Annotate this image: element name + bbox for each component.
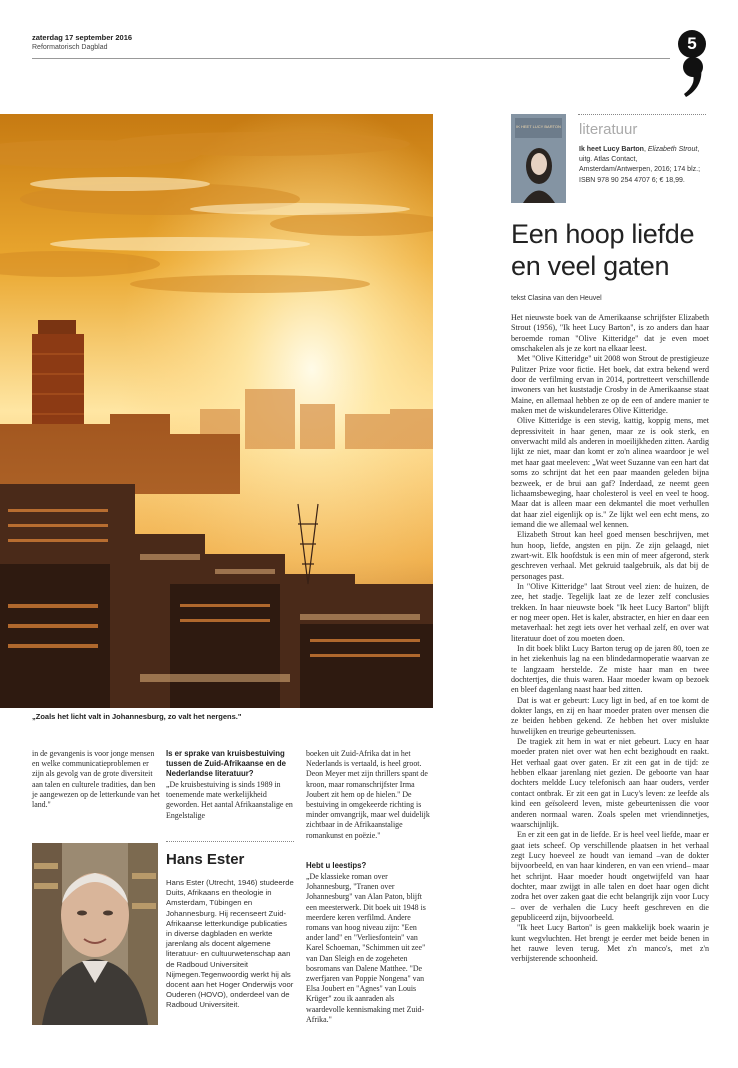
sidebar-dotted-rule xyxy=(578,114,706,115)
book-details: uitg. Atlas Contact, Amsterdam/Antwerpen, 2016; 174 blz.; ISBN 978 90 254 4707 6; € 18,99. xyxy=(579,156,701,184)
article-paragraph: In dit boek blikt Lucy Barton terug op de jaren 80, toen ze in het ziekenhuis lag na een blindedarmoperatie waarvan ze te langzaam herstelde. Ze miste haar man en twee dochtertjes, die thuis waren. Haar moeder kwam op bezoek en bleef dagenlang naast haar bed zitten. xyxy=(511,644,709,695)
book-author: Elizabeth Strout xyxy=(647,146,698,153)
interview-answer-1: „De kruisbestuiving is sinds 1989 in toenemende mate werkelijkheid geworden. Het aantal Afrikaanstalige en Engelstalige xyxy=(166,780,293,820)
book-title: Ik heet Lucy Barton xyxy=(579,146,644,153)
section-label: literatuur xyxy=(579,121,638,138)
cover-title-text: IK HEET LUCY BARTON xyxy=(516,124,561,129)
article-paragraph: Dat is wat er gebeurt: Lucy ligt in bed, af en toe komt de dokter langs, en zij en haar moeder praten over mensen die ze beiden hebben gekend. Ze hebben het over mislukte huwelijken en treurige gebeurtenissen. xyxy=(511,695,709,736)
publication-date: zaterdag 17 september 2016 xyxy=(32,33,133,42)
article-headline: Een hoop liefde en veel gaten xyxy=(511,219,695,281)
page-number: 5 xyxy=(678,30,706,58)
article-byline: tekst Clasina van den Heuvel xyxy=(511,295,602,302)
article-paragraph: In "Olive Kitteridge" laat Strout veel zien: de huizen, de zee, het stadje. Tegelijk laat ze de lezer zelf conclusies trekken. In haar nieuwste boek "Ik heet Lucy Barton" blijft er nog meer open. Het is kaler, abstracter, en hier en daar een metaverhaal: het zegt iets over het verhaal zelf, en over wat literatuur doet of zou moeten doen. xyxy=(511,581,709,643)
article-paragraph: De tragiek zit hem in wat er niet gebeurt. Lucy en haar moeder praten niet over wat hen echt bezighoudt en raakt. Het verhaal gaat over gaten. Er zit een gat in de tijd: ze hebben elkaar jarenlang niet gezien. De geboorte van haar dochters meldde Lucy telefonisch aan haar ouders, verder contact ontbrak. Er zit een gat in Lucy's leven: ze leefde als kind een geïsoleerd leven, miste gebeurtenissen die voor anderen normaal waren. Zoals spelen met vriendinnetjes, waarschijnlijk. xyxy=(511,737,709,829)
photo-caption: „Zoals het licht valt in Johannesburg, zo valt het nergens." xyxy=(32,712,242,721)
book-info: Ik heet Lucy Barton, Elizabeth Strout, uitg. Atlas Contact, Amsterdam/Antwerpen, 2016; 174 blz.; ISBN 978 90 254 4707 6; € 18,99. xyxy=(579,146,701,184)
article-paragraph: Met "Olive Kitteridge" uit 2008 won Strout de prestigieuze Pulitzer Prize voor fictie. Het boek, dat extra bekend werd door de verfilming ervan in 2014, portretteert verschillende inwoners van het kuststadje Crosby in de Amerikaanse staat Maine, en allemaal hebben ze op de een of andere manier te maken met de wiskundelerares Olive Kitteridge. xyxy=(511,354,709,416)
comma-logo-icon xyxy=(680,56,706,98)
interview-answer-2: „De klassieke roman over Johannesburg, "Tranen over Johannesburg" van Alan Paton, blijft een meesterwerk. Dit boek uit 1948 is meerdere keren verfilmd. Andere romans van hoog niveau zijn: "Een ander land" en "Verliesfontein" van Karel Schoeman, "Schimmen uit zee" van Dan Sleigh en de zogeheten bosromans van Dalene Matthee. "De zwerfjaren van Poppie Nongena" van Elsa Joubert en "Agnes" van Louis Krüger" zou ik aanraden als waardevolle kennismaking met Zuid-Afrika." xyxy=(306,872,426,1024)
article-body xyxy=(511,313,709,965)
article-paragraph: "Ik heet Lucy Barton" is geen makkelijk boek waarin je kunt wegvluchten. Het brengt je eerder met beide benen in het rauwe leven terug. Met z'n manco's, met z'n verbijsterende schoonheid. xyxy=(511,923,709,964)
article-paragraph: Olive Kitteridge is een stevig, kattig, koppig mens, met depressiviteit in haar genen, maar ze is ook sterk, en onverwacht mild als anderen in moeilijkheden zitten. Aardig lijkt ze niet, maar dan komt er zo'n alinea waardoor je wel met haar gaat meeleven: „Wat weet Suzanne van een hart dat soms zo schrijnt dat het een paar maanden geleden bijna bezweek, er de brui aan gaf? Inderdaad, ze neemt geen lichaamsbeweging, haar cholesterol is veel en veel te hoog. Maar dat is alleen maar een dekmantel die moet verhullen dat haar ziel eigenlijk op is." Ze lijkt wel een echt mens, zo iemand die we allemaal wel kennen. xyxy=(511,416,709,529)
interview-question-2: Hebt u leestips? xyxy=(306,861,367,870)
newspaper-name: Reformatorisch Dagblad xyxy=(32,44,108,51)
interview-column-3: boeken uit Zuid-Afrika dat in het Nederlands is vertaald, is heel groot. Deon Meyer met zijn thrillers spant de kroon, maar romanschrijfster Irma Joubert zit hem op de hielen." De bestuiving in omgekeerde richting is minder omvangrijk, maar wel duidelijk zichtbaar in de Afrikaanstalige romankunst en poëzie." xyxy=(306,749,430,840)
book-cover-image xyxy=(511,114,566,203)
author-photo xyxy=(32,843,158,1025)
article-paragraph: En er zit een gat in de liefde. Er is heel veel liefde, maar er gaat iets scheef. Op verschillende plaatsen in het verhaal zegt Lucy hoeveel ze houdt van iemand –van de dokter bijvoorbeeld, en van haar kinderen, en van een vriend– maar het schrijnt. Haar moeder houdt ongetwijfeld van haar dochter, maar zwijgt in alle talen en doet haar ogen dicht zodra het over zaken gaat die echt belangrijk zijn voor Lucy – over de verhalen die Lucy heeft geschreven en die gepubliceerd zijn, bijvoorbeeld. xyxy=(511,830,709,922)
author-bio: Hans Ester (Utrecht, 1946) studeerde Duits, Afrikaans en theologie in Amsterdam, Tübingen en Johannesburg. Hij recenseert Zuid-Afrikaanse letterkundige publicaties in diverse dagbladen en werkte jarenlang als docent algemene literatuur- en cultuurwetenschap aan de Radboud Universiteit Nijmegen.Tegenwoordig werkt hij als docent aan het Hoger Onderwijs voor Ouderen (HOVO), onderdeel van de Radboud Universiteit. xyxy=(166,878,294,1010)
author-dotted-rule xyxy=(166,841,294,842)
johannesburg-photo xyxy=(0,114,433,708)
article-paragraph: Elizabeth Strout kan heel goed mensen beschrijven, met hun hoop, liefde, angsten en pijn. Ze zijn gelaagd, niet zwart-wit. Elk hoofdstuk is een min of meer afgerond, sterk geschreven verhaal. Met gekruid taalgebruik, als dat bij de personages past. xyxy=(511,530,709,581)
author-name: Hans Ester xyxy=(166,851,245,868)
article-paragraph: Het nieuwste boek van de Amerikaanse schrijfster Elizabeth Strout (1956), "Ik heet Lucy Barton", is zo anders dan haar beroemde roman "Olive Kitteridge" dat je even moet omschakelen als je ze kort na elkaar leest. xyxy=(511,313,709,354)
interview-column-1: in de gevangenis is voor jonge mensen en welke communicatieproblemen er zijn als gevolg van de grote diversiteit aan talen en culturele tradities, dan ben je aangewezen op de letterkunde van het land." xyxy=(32,749,160,810)
interview-question-1: Is er sprake van kruisbestuiving tussen de Zuid-Afrikaanse en de Nederlandse literatuur? xyxy=(166,749,287,778)
header-rule xyxy=(32,58,670,59)
